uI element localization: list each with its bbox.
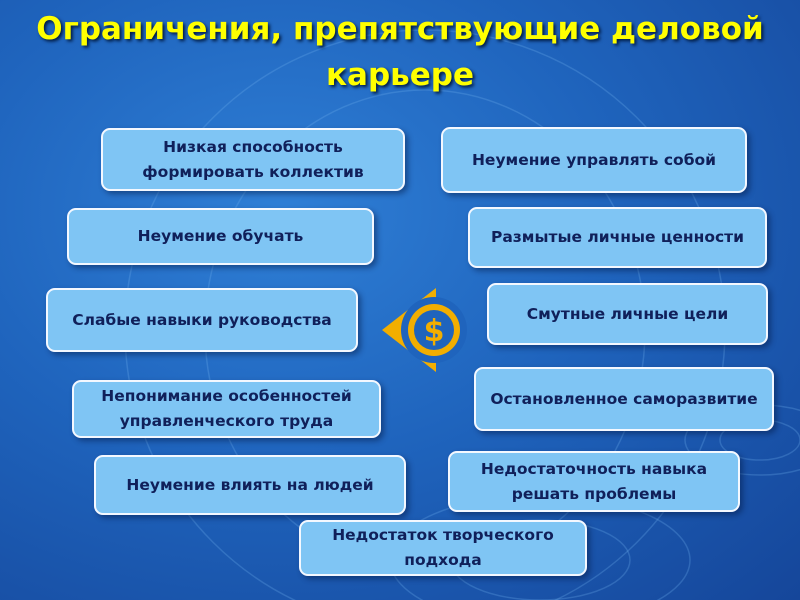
right-item-blurred-values — [468, 207, 767, 268]
right-item-stopped-development — [474, 367, 774, 431]
right-item-label: Смутные личные цели — [526, 304, 729, 323]
dollar-coin-icon — [378, 284, 468, 376]
right-item-label: Неумение управлять собой — [471, 150, 717, 169]
right-item-label: Размытые личные ценности — [490, 228, 744, 246]
bottom-item-creativity — [299, 520, 587, 576]
left-item-teaching — [67, 208, 374, 265]
page-title: Ограничения, препятствующие деловой карьере — [36, 11, 764, 93]
right-item-self-management — [441, 127, 747, 193]
left-item-label: Непонимание особенностей управленческого труда — [101, 387, 352, 430]
right-item-label: Недостаточность навыка решать проблемы — [480, 459, 708, 503]
left-item-label: Слабые навыки руководства — [72, 310, 332, 329]
left-item-label: Низкая способность формировать коллектив — [142, 137, 364, 181]
left-item-label: Неумение обучать — [137, 227, 304, 245]
right-item-vague-goals — [487, 283, 768, 345]
left-item-management-work — [72, 380, 381, 438]
right-item-label: Остановленное саморазвитие — [490, 389, 758, 408]
right-item-problem-solving — [448, 451, 740, 512]
left-item-label: Неумение влиять на людей — [126, 475, 374, 494]
svg-text:$: $ — [423, 314, 445, 349]
left-item-influence — [94, 455, 406, 515]
left-item-team-building — [101, 128, 405, 191]
bottom-item-label: Недостаток творческого подхода — [332, 526, 554, 569]
left-item-leadership-skills — [46, 288, 358, 352]
